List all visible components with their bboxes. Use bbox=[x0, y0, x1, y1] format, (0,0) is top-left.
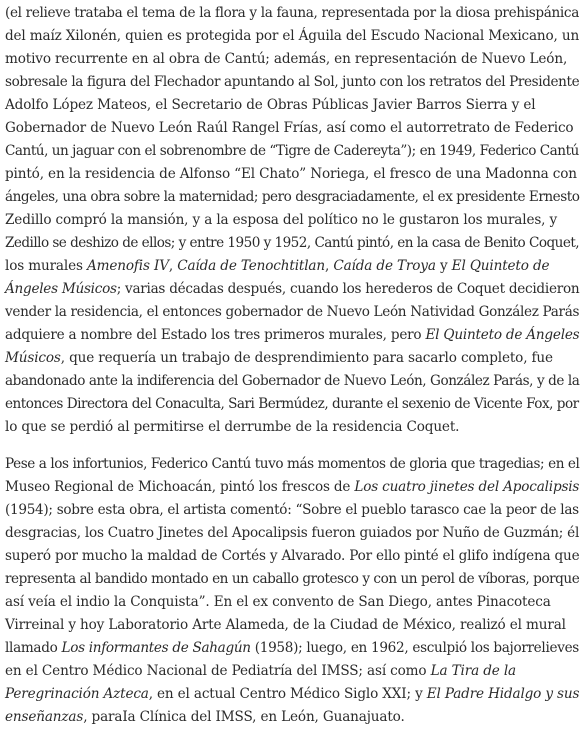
text-line: pintó, en la residencia de Alfonso “El Chato” Noriega, el fresco de una Madonna con bbox=[5, 166, 577, 182]
text-line: entonces Directora del Conaculta, Sari Bermúdez, durante el sexenio de Vicente Fox, por bbox=[5, 396, 579, 412]
text-line: (1954); sobre esta obra, el artista comentó: “Sobre el pueblo tarasco cae la peor de las bbox=[5, 502, 579, 518]
artwork-title: Caída de Tenochtitlan bbox=[177, 258, 325, 274]
text-line: Museo Regional de Michoacán, pintó los frescos de Los cuatro jinetes del Apocalipsis bbox=[5, 479, 580, 495]
text-line: Cantú, un jaguar con el sobrenombre de “Tigre de Cadereyta”); en 1949, Federico Cantú bbox=[5, 143, 579, 159]
text-line: así veía el indio la Conquista”. En el ex convento de San Diego, antes Pinacoteca bbox=[5, 594, 551, 610]
text-line: Pese a los infortunios, Federico Cantú tuvo más momentos de gloria que tragedias; en el bbox=[5, 456, 580, 472]
text-line: representa al bandido montado en un caballo grotesco y con un perol de víboras, porque bbox=[5, 571, 580, 587]
paragraph-2 bbox=[5, 453, 584, 729]
artwork-title: Los informantes de Sahagún bbox=[61, 640, 251, 656]
artwork-title: Caída de Troya bbox=[333, 258, 436, 274]
text-line: Zedillo se deshizo de ellos; y entre 1950 y 1952, Cantú pintó, en la casa de Benito Coquet, bbox=[5, 235, 580, 251]
text-line: motivo recurrente en al obra de Cantú; además, en representación de Nuevo León, bbox=[5, 51, 568, 67]
text-line: los murales Amenofis IV, Caída de Tenochtitlan, Caída de Troya y El Quinteto de bbox=[5, 258, 550, 274]
text-line: superó por mucho la maldad de Cortés y Alvarado. Por ello pinté el glifo indígena que bbox=[5, 548, 580, 564]
artwork-title: El Padre Hidalgo y sus bbox=[426, 686, 580, 702]
text-line: Zedillo compró la mansión, y a la esposa del político no le gustaron los murales, y bbox=[5, 212, 558, 228]
artwork-title: enseñanzas bbox=[5, 709, 84, 725]
artwork-title: El Quinteto de Ángeles bbox=[425, 327, 580, 343]
text-line: del maíz Xilonén, quien es protegida por el Águila del Escudo Nacional Mexicano, un bbox=[5, 28, 580, 44]
text-line: abandonado ante la indiferencia del Gobernador de Nuevo León, González Parás, y de la bbox=[5, 373, 580, 389]
text-line: (el relieve trataba el tema de la flora y la fauna, representada por la diosa prehispánica bbox=[5, 5, 579, 21]
text-line: Virreinal y hoy Laboratorio Arte Alameda, de la Ciudad de México, realizó el mural bbox=[5, 617, 566, 633]
artwork-title: Músicos bbox=[5, 350, 61, 366]
artwork-title: El Quinteto de bbox=[451, 258, 550, 274]
text-line: desgracias, los Cuatro Jinetes del Apocalipsis fueron guiados por Nuño de Guzmán; él bbox=[5, 525, 580, 541]
text-line: vender la residencia, el entonces gobernador de Nuevo León Natividad González Parás bbox=[5, 304, 580, 320]
text-line: enseñanzas, paraIa Clínica del IMSS, en León, Guanajuato. bbox=[5, 709, 405, 725]
text-line: en el Centro Médico Nacional de Pediatría del IMSS; así como La Tira de la bbox=[5, 663, 516, 679]
artwork-title: Amenofis IV bbox=[86, 258, 169, 274]
artwork-title: Ángeles Músicos bbox=[5, 281, 117, 297]
text-line: Peregrinación Azteca, en el actual Centro Médico Siglo XXI; y El Padre Hidalgo y sus bbox=[5, 686, 580, 702]
text-line: Ángeles Músicos; varias décadas después, cuando los herederos de Coquet decidieron bbox=[5, 281, 580, 297]
text-line: ángeles, una obra sobre la maternidad; pero desgraciadamente, el ex presidente Ernesto bbox=[5, 189, 580, 205]
artwork-title: La Tira de la bbox=[430, 663, 516, 679]
text-line: Músicos, que requería un trabajo de desprendimiento para sacarlo completo, fue bbox=[5, 350, 553, 366]
text-line: Adolfo López Mateos, el Secretario de Obras Públicas Javier Barros Sierra y el bbox=[5, 97, 536, 113]
artwork-title: Los cuatro jinetes del Apocalipsis bbox=[354, 479, 580, 495]
text-line: Gobernador de Nuevo León Raúl Rangel Frías, así como el autorretrato de Federico bbox=[5, 120, 574, 136]
artwork-title: Peregrinación Azteca bbox=[5, 686, 149, 702]
text-line: adquiere a nombre del Estado los tres primeros murales, pero El Quinteto de Ángeles bbox=[5, 327, 580, 343]
text-line: sobresale la figura del Flechador apuntando al Sol, junto con los retratos del Presidente bbox=[5, 74, 580, 90]
text-line: llamado Los informantes de Sahagún (1958); luego, en 1962, esculpió los bajorrelieves bbox=[5, 640, 579, 656]
text-line: lo que se perdió al permitirse el derrumbe de la residencia Coquet. bbox=[5, 419, 460, 435]
paragraph-1 bbox=[5, 2, 584, 439]
